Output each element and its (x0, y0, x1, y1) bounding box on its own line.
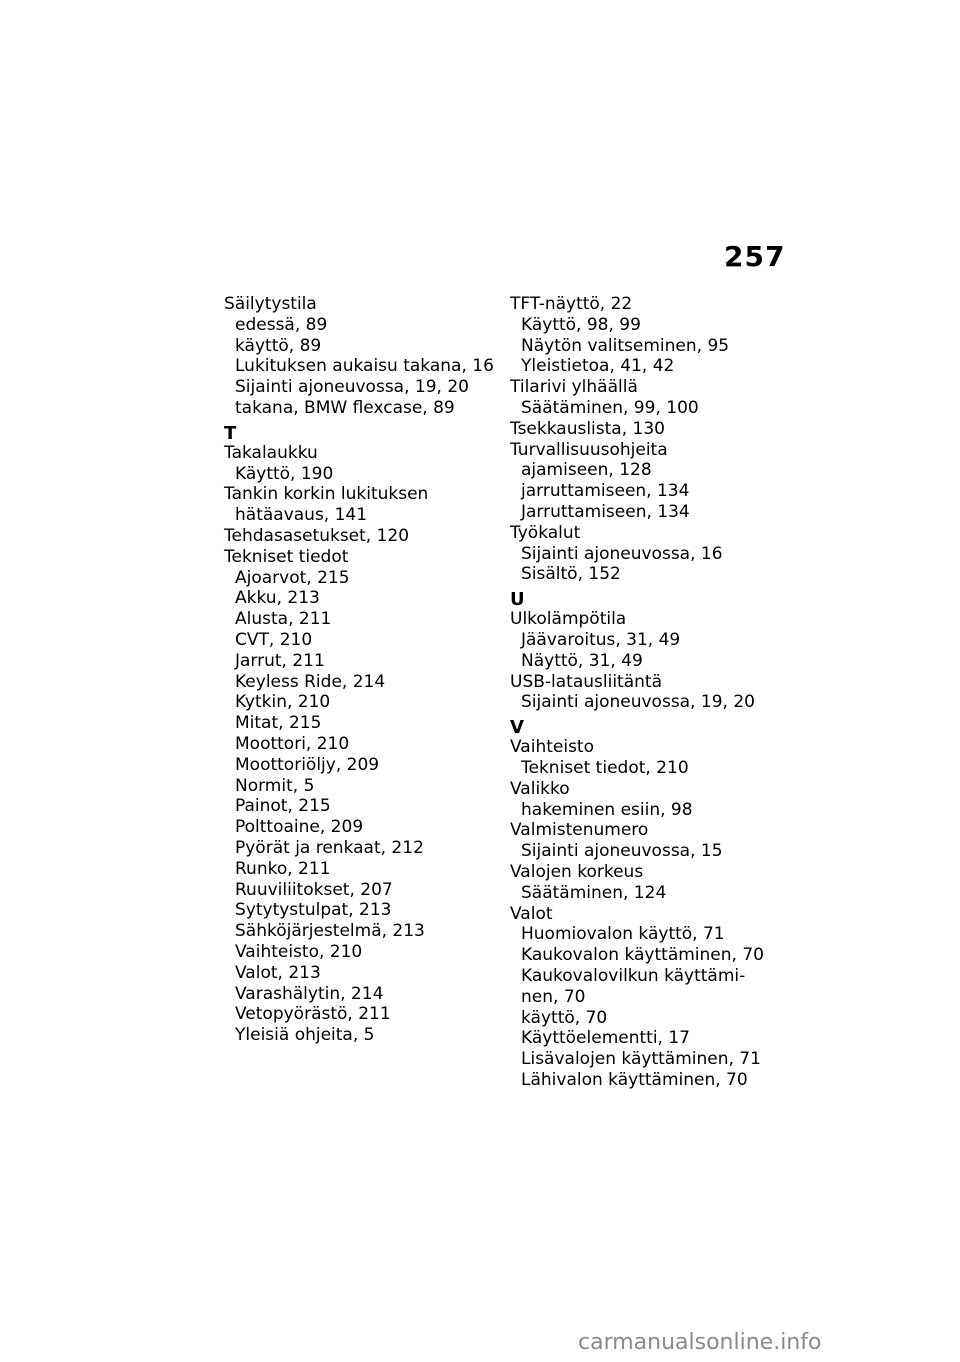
index-subentry: hätäavaus, 141 (235, 505, 368, 526)
index-subentry: Lähivalon käyttäminen, 70 (521, 1069, 748, 1090)
index-subentry: takana, BMW flexcase, 89 (235, 397, 455, 418)
index-section-letter: V (510, 717, 524, 739)
index-subentry: hakeminen esiin, 98 (521, 799, 693, 820)
index-entry: Tilarivi ylhäällä (510, 377, 638, 398)
index-subentry: Jäävaroitus, 31, 49 (521, 629, 681, 650)
index-subentry: Jarrut, 211 (235, 650, 325, 671)
index-subentry: Sijainti ajoneuvossa, 15 (521, 841, 723, 862)
index-subentry: Painot, 215 (235, 796, 331, 817)
index-entry: USB-latausliitäntä (510, 671, 662, 692)
index-subentry: Pyörät ja renkaat, 212 (235, 837, 424, 858)
index-entry: Valikko (510, 778, 570, 799)
index-entry: Valmistenumero (510, 820, 649, 841)
index-entry: Vaihteisto (510, 737, 594, 758)
index-subentry: Näytön valitseminen, 95 (521, 335, 730, 356)
index-entry: Valot (510, 903, 553, 924)
index-subentry: Jarruttamiseen, 134 (521, 501, 690, 522)
index-entry: Tsekkauslista, 130 (510, 418, 665, 439)
index-subentry: Ajoarvot, 215 (235, 567, 350, 588)
index-subentry: Mitat, 215 (235, 713, 322, 734)
index-subentry: Normit, 5 (235, 775, 315, 796)
index-entry: Tekniset tiedot (224, 546, 349, 567)
index-subentry: Akku, 213 (235, 588, 320, 609)
index-subentry: Sijainti ajoneuvossa, 19, 20 (521, 692, 755, 713)
index-section-letter: T (224, 422, 237, 444)
index-subentry: Vaihteisto, 210 (235, 941, 363, 962)
index-subentry: Yleisiä ohjeita, 5 (235, 1025, 375, 1046)
index-subentry: Huomiovalon käyttö, 71 (521, 924, 725, 945)
index-subentry: Sijainti ajoneuvossa, 16 (521, 543, 723, 564)
index-subentry: Keyless Ride, 214 (235, 671, 386, 692)
index-subentry: Tekniset tiedot, 210 (521, 757, 689, 778)
index-subentry: Yleistietoa, 41, 42 (521, 356, 675, 377)
index-entry: Säilytystila (224, 294, 317, 314)
index-subentry: Kytkin, 210 (235, 692, 331, 713)
index-subentry: Käyttö, 190 (235, 463, 334, 484)
index-subentry: edessä, 89 (235, 314, 328, 335)
index-entry: Valojen korkeus (510, 861, 644, 882)
index-subentry: Käyttö, 98, 99 (521, 314, 641, 335)
index-entry: Turvallisuusohjeita (510, 439, 668, 460)
index-subentry: Ruuviliitokset, 207 (235, 879, 393, 900)
index-subentry: käyttö, 70 (521, 1007, 608, 1028)
index-subentry: Näyttö, 31, 49 (521, 650, 643, 671)
index-subentry: nen, 70 (521, 986, 586, 1007)
index-subentry: jarruttamiseen, 134 (521, 481, 690, 502)
index-subentry: Käyttöelementti, 17 (521, 1028, 690, 1049)
index-entry: Työkalut (510, 522, 581, 543)
index-column-left (224, 294, 504, 1046)
index-subentry: käyttö, 89 (235, 335, 322, 356)
index-subentry: Lukituksen aukaisu takana, 16 (235, 356, 494, 377)
index-subentry: Vetopyörästö, 211 (235, 1004, 391, 1025)
index-subentry: ajamiseen, 128 (521, 460, 652, 481)
index-column-right (510, 294, 790, 1091)
index-subentry: CVT, 210 (235, 629, 313, 650)
index-subentry: Säätäminen, 124 (521, 882, 667, 903)
index-entry: Ulkolämpötila (510, 609, 627, 630)
index-subentry: Alusta, 211 (235, 609, 332, 630)
index-subentry: Sijainti ajoneuvossa, 19, 20 (235, 377, 469, 398)
index-subentry: Kaukovalon käyttäminen, 70 (521, 945, 764, 966)
index-subentry: Valot, 213 (235, 962, 321, 983)
index-subentry: Moottoriöljy, 209 (235, 754, 380, 775)
index-subentry: Runko, 211 (235, 858, 331, 879)
index-entry: Tehdasasetukset, 120 (224, 525, 410, 546)
index-section-letter: U (510, 589, 525, 611)
watermark-text: carmanualsonline.info (578, 1330, 822, 1355)
index-entry: Takalaukku (224, 442, 318, 463)
index-subentry: Polttoaine, 209 (235, 817, 364, 838)
index-subentry: Moottori, 210 (235, 733, 350, 754)
index-subentry: Varashälytin, 214 (235, 983, 384, 1004)
index-subentry: Säätäminen, 99, 100 (521, 397, 699, 418)
page-number: 257 (724, 240, 786, 273)
index-subentry: Sähköjärjestelmä, 213 (235, 921, 425, 942)
index-subentry: Lisävalojen käyttäminen, 71 (521, 1049, 761, 1070)
index-entry: Tankin korkin lukituksen (224, 484, 429, 505)
index-subentry: Kaukovalovilkun käyttämi- (521, 965, 746, 986)
index-subentry: Sisältö, 152 (521, 564, 621, 585)
index-subentry: Sytytystulpat, 213 (235, 900, 392, 921)
index-entry: TFT-näyttö, 22 (510, 294, 633, 314)
